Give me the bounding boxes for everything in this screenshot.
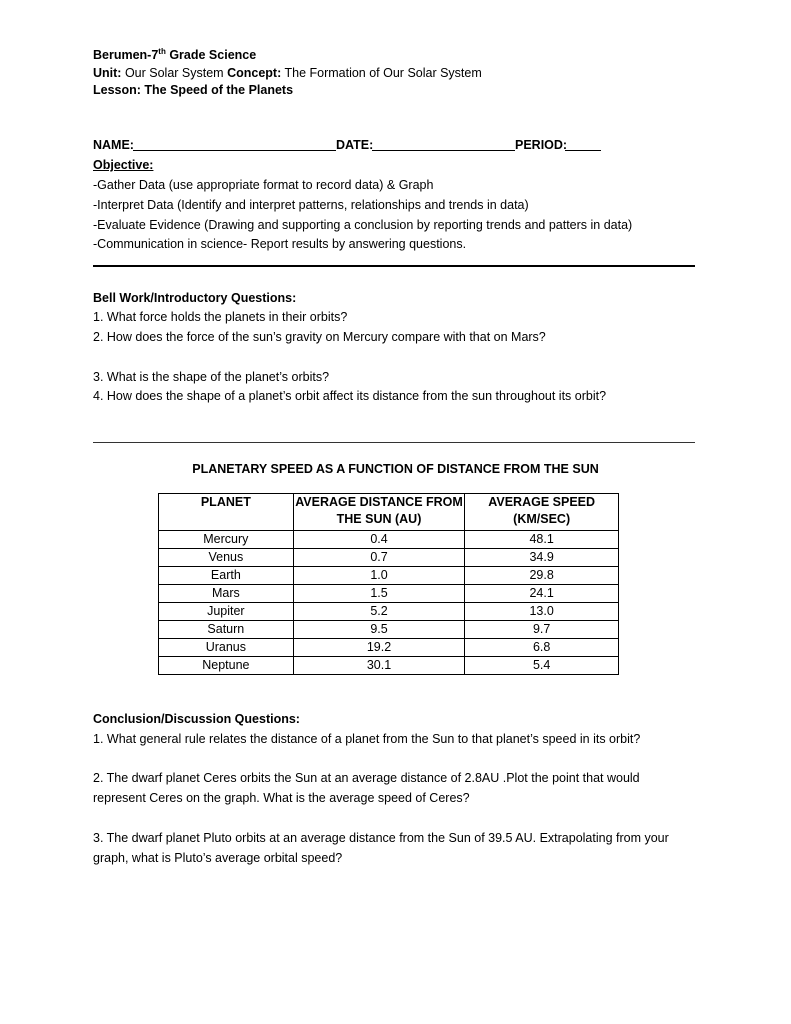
planet-speed: 6.8 xyxy=(465,639,619,657)
planet-name: Jupiter xyxy=(159,603,294,621)
planet-speed: 48.1 xyxy=(465,531,619,549)
planet-distance: 9.5 xyxy=(293,621,465,639)
section-divider xyxy=(93,442,695,443)
planet-name: Mercury xyxy=(159,531,294,549)
period-label: PERIOD: xyxy=(515,138,568,152)
objective-item: -Communication in science- Report results by answering questions. xyxy=(93,237,467,251)
planet-speed: 5.4 xyxy=(465,657,619,675)
section-divider xyxy=(93,265,695,267)
course-title-prefix: Berumen-7 xyxy=(93,48,159,62)
concept-label: Concept: xyxy=(227,66,282,80)
bell-work-question: 4. How does the shape of a planet’s orbit affect its distance from the sun throughout its orbit? xyxy=(93,389,607,403)
date-blank[interactable] xyxy=(372,150,515,151)
planet-distance: 30.1 xyxy=(293,657,465,675)
objective-item: -Gather Data (use appropriate format to record data) & Graph xyxy=(93,178,434,192)
unit-label: Unit: xyxy=(93,66,122,80)
name-blank[interactable] xyxy=(133,150,336,151)
name-label: NAME: xyxy=(93,138,134,152)
student-info-fields xyxy=(93,137,613,153)
planet-name: Venus xyxy=(159,549,294,567)
planet-speed: 24.1 xyxy=(465,585,619,603)
bell-work-question: 2. How does the force of the sun’s gravity on Mercury compare with that on Mars? xyxy=(93,330,546,344)
unit-line xyxy=(93,65,482,81)
conclusion-question-cont: graph, what is Pluto’s average orbital speed? xyxy=(93,851,343,865)
table-row xyxy=(159,549,619,567)
period-blank[interactable] xyxy=(565,150,601,151)
planet-speed: 29.8 xyxy=(465,567,619,585)
conclusion-question: 2. The dwarf planet Ceres orbits the Sun at an average distance of 2.8AU .Plot the point that would xyxy=(93,771,640,785)
course-title xyxy=(93,47,256,63)
bell-work-question: 1. What force holds the planets in their orbits? xyxy=(93,310,348,324)
planet-distance: 19.2 xyxy=(293,639,465,657)
lesson-title: Lesson: The Speed of the Planets xyxy=(93,83,294,97)
table-row xyxy=(159,531,619,549)
planet-speed: 34.9 xyxy=(465,549,619,567)
unit-value: Our Solar System xyxy=(121,66,228,80)
course-title-sup: th xyxy=(158,47,166,56)
planet-name: Mars xyxy=(159,585,294,603)
bell-work-question: 3. What is the shape of the planet’s orbits? xyxy=(93,370,330,384)
table-title: PLANETARY SPEED AS A FUNCTION OF DISTANCE FROM THE SUN xyxy=(192,462,599,476)
planet-distance: 5.2 xyxy=(293,603,465,621)
course-title-suffix: Grade Science xyxy=(165,48,257,62)
planet-name: Saturn xyxy=(159,621,294,639)
table-row xyxy=(159,639,619,657)
planet-speed-table xyxy=(158,493,619,675)
table-row xyxy=(159,567,619,585)
table-header-row xyxy=(159,494,619,531)
objective-item: -Evaluate Evidence (Drawing and supporting a conclusion by reporting trends and patters in data) xyxy=(93,218,633,232)
concept-value: The Formation of Our Solar System xyxy=(281,66,482,80)
planet-distance: 0.7 xyxy=(293,549,465,567)
conclusion-question: 1. What general rule relates the distance of a planet from the Sun to that planet’s speed in its orbit? xyxy=(93,732,641,746)
conclusion-question: 3. The dwarf planet Pluto orbits at an average distance from the Sun of 39.5 AU. Extrapolating from your xyxy=(93,831,669,845)
table-row xyxy=(159,603,619,621)
planet-speed: 13.0 xyxy=(465,603,619,621)
header-planet: PLANET xyxy=(159,494,294,531)
planet-name: Uranus xyxy=(159,639,294,657)
planet-speed: 9.7 xyxy=(465,621,619,639)
planet-distance: 0.4 xyxy=(293,531,465,549)
table-row xyxy=(159,621,619,639)
header-speed: AVERAGE SPEED (KM/SEC) xyxy=(465,494,619,531)
date-label: DATE: xyxy=(336,138,374,152)
conclusion-heading: Conclusion/Discussion Questions: xyxy=(93,712,300,726)
planet-distance: 1.0 xyxy=(293,567,465,585)
planet-name: Earth xyxy=(159,567,294,585)
table-row xyxy=(159,657,619,675)
bell-work-heading: Bell Work/Introductory Questions: xyxy=(93,291,297,305)
planet-name: Neptune xyxy=(159,657,294,675)
header-distance: AVERAGE DISTANCE FROM THE SUN (AU) xyxy=(293,494,465,531)
planet-distance: 1.5 xyxy=(293,585,465,603)
objective-item: -Interpret Data (Identify and interpret patterns, relationships and trends in data) xyxy=(93,198,529,212)
table-row xyxy=(159,585,619,603)
objective-heading: Objective: xyxy=(93,158,154,172)
conclusion-question-cont: represent Ceres on the graph. What is the average speed of Ceres? xyxy=(93,791,470,805)
